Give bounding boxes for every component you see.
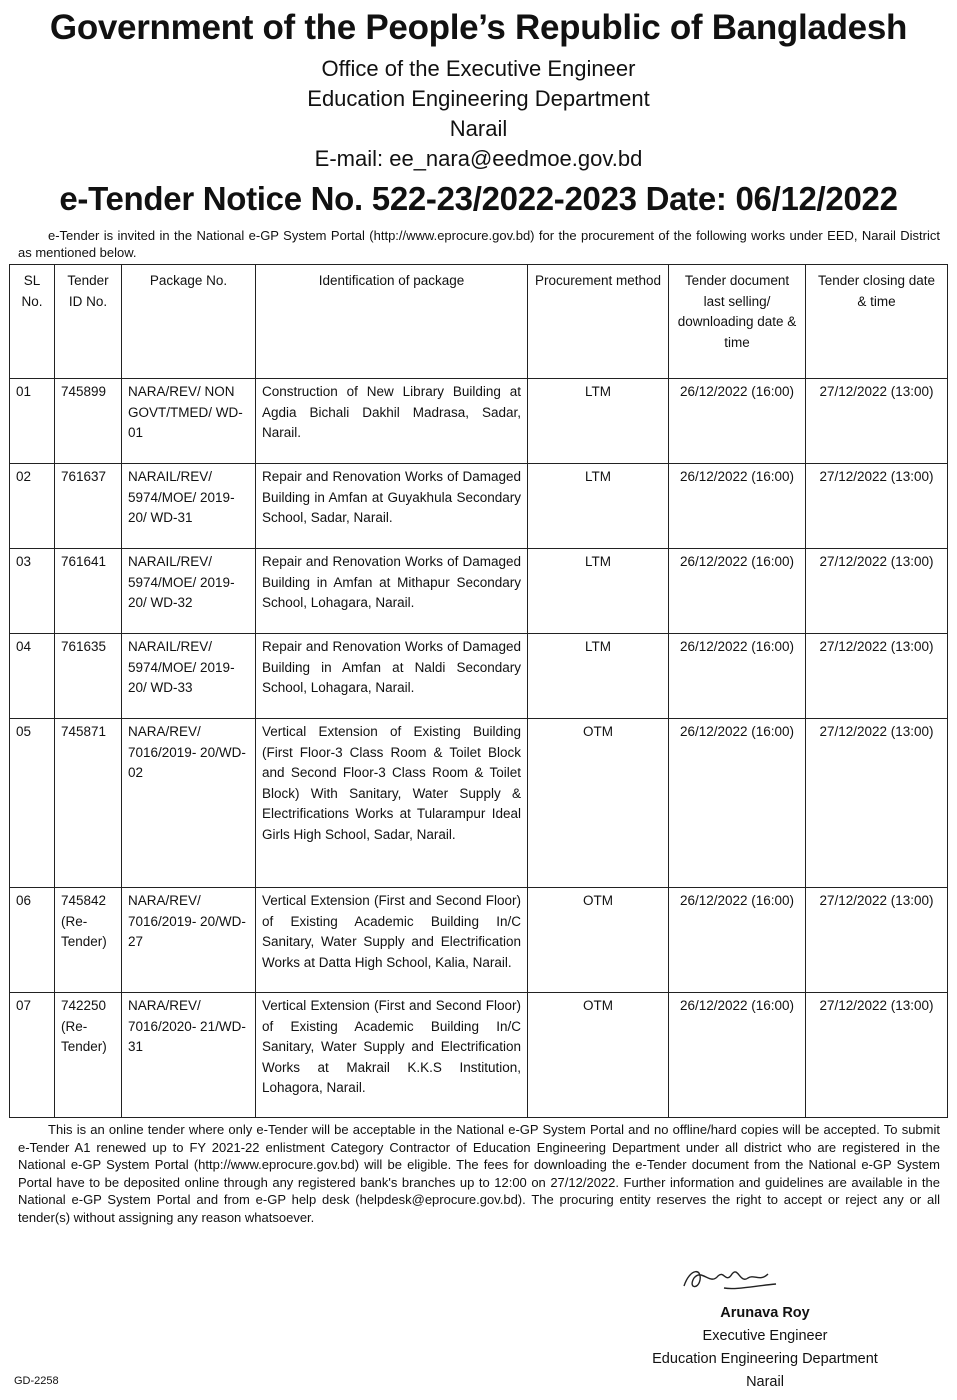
table-row [10, 634, 948, 719]
reference-code: GD-2258 [14, 1375, 59, 1387]
cell-closing: 27/12/2022 (13:00) [806, 888, 948, 993]
cell-identification: Repair and Renovation Works of Damaged Building in Amfan at Mithapur Secondary School, Lohagara, Narail. [256, 549, 528, 634]
cell-closing: 27/12/2022 (13:00) [806, 719, 948, 888]
cell-selling: 26/12/2022 (16:00) [669, 993, 806, 1118]
signatory-department: Education Engineering Department [652, 1351, 878, 1367]
cell-tender-id: 761635 [55, 634, 122, 719]
signature-graphic [680, 1262, 780, 1296]
table-row [10, 464, 948, 549]
cell-sl: 05 [10, 719, 55, 888]
cell-package: NARAIL/REV/ 5974/MOE/ 2019-20/ WD-31 [122, 464, 256, 549]
cell-sl: 03 [10, 549, 55, 634]
email-line: E-mail: ee_nara@eedmoe.gov.bd [314, 146, 643, 171]
cell-tender-id: 761641 [55, 549, 122, 634]
table-row [10, 379, 948, 464]
cell-selling: 26/12/2022 (16:00) [669, 719, 806, 888]
header-sl: SL No. [10, 265, 55, 379]
cell-package: NARAIL/REV/ 5974/MOE/ 2019-20/ WD-32 [122, 549, 256, 634]
cell-identification: Vertical Extension (First and Second Floor) of Existing Academic Building In/C Sanitary, Water Supply and Electrification Works at Makrail K.K.S Institution, Lohagora, Narail. [256, 993, 528, 1118]
cell-selling: 26/12/2022 (16:00) [669, 549, 806, 634]
cell-sl: 01 [10, 379, 55, 464]
cell-package: NARA/REV/ 7016/2020- 21/WD-31 [122, 993, 256, 1118]
cell-closing: 27/12/2022 (13:00) [806, 993, 948, 1118]
header-closing: Tender closing date & time [806, 265, 948, 379]
table-row [10, 888, 948, 993]
cell-package: NARA/REV/ NON GOVT/TMED/ WD-01 [122, 379, 256, 464]
table-row [10, 993, 948, 1118]
tender-table [9, 264, 948, 1118]
header-identification: Identification of package [256, 265, 528, 379]
header-package: Package No. [122, 265, 256, 379]
cell-sl: 06 [10, 888, 55, 993]
cell-closing: 27/12/2022 (13:00) [806, 464, 948, 549]
cell-package: NARA/REV/ 7016/2019- 20/WD-02 [122, 719, 256, 888]
table-row [10, 549, 948, 634]
cell-selling: 26/12/2022 (16:00) [669, 379, 806, 464]
table-header-row [10, 265, 948, 379]
cell-tender-id: 745842 (Re-Tender) [55, 888, 122, 993]
government-title: Government of the People’s Republic of Bangladesh [49, 8, 908, 47]
cell-tender-id: 742250 (Re-Tender) [55, 993, 122, 1118]
cell-method: OTM [528, 888, 669, 993]
cell-closing: 27/12/2022 (13:00) [806, 379, 948, 464]
cell-method: OTM [528, 993, 669, 1118]
cell-identification: Vertical Extension (First and Second Floor) of Existing Academic Building In/C Sanitary, Water Supply and Electrification Works at Datta High School, Kalia, Narail. [256, 888, 528, 993]
table-row [10, 719, 948, 888]
cell-identification: Repair and Renovation Works of Damaged Building in Amfan at Guyakhula Secondary School, Sadar, Narail. [256, 464, 528, 549]
cell-package: NARA/REV/ 7016/2019- 20/WD-27 [122, 888, 256, 993]
signatory-designation: Executive Engineer [702, 1328, 828, 1344]
terms-paragraph: This is an online tender where only e-Tender will be acceptable in the National e-GP System Portal and no offline/hard copies will be accepted. To submit e-Tender A1 renewed up to FY 2021-22 enlistment Category Contractor of Education Engineering Department under all district who are registered in the National e-GP System Portal (http://www.eprocure.gov.bd) will be eligible. The fees for downloading the e-Tender document from the National e-GP System Portal have to be deposited online through any registered bank's branches up to 12:00 on 27/12/2022. Further information and guidelines are available in the National e-GP System Portal and from e-GP help desk (helpdesk@eprocure.gov.bd). The procuring entity reserves the right to accept or reject any or all tender(s) without assigning any reason whatsoever. [18, 1122, 940, 1225]
header-tender-id: Tender ID No. [55, 265, 122, 379]
cell-identification: Construction of New Library Building at Agdia Bichali Dakhil Madrasa, Sadar, Narail. [256, 379, 528, 464]
intro-paragraph: e-Tender is invited in the National e-GP System Portal (http://www.eprocure.gov.bd) for the procurement of the following works under EED, Narail District as mentioned below. [18, 228, 940, 260]
cell-tender-id: 745899 [55, 379, 122, 464]
cell-method: LTM [528, 464, 669, 549]
header-method: Procurement method [528, 265, 669, 379]
cell-closing: 27/12/2022 (13:00) [806, 549, 948, 634]
cell-method: OTM [528, 719, 669, 888]
district-line: Narail [449, 116, 508, 141]
cell-tender-id: 745871 [55, 719, 122, 888]
cell-selling: 26/12/2022 (16:00) [669, 634, 806, 719]
cell-method: LTM [528, 379, 669, 464]
office-line: Office of the Executive Engineer [321, 56, 636, 81]
cell-selling: 26/12/2022 (16:00) [669, 464, 806, 549]
header-selling: Tender document last selling/ downloading date & time [669, 265, 806, 379]
signatory-district: Narail [746, 1374, 784, 1390]
cell-tender-id: 761637 [55, 464, 122, 549]
cell-method: LTM [528, 634, 669, 719]
cell-identification: Vertical Extension of Existing Building (First Floor-3 Class Room & Toilet Block and Second Floor-3 Class Room & Toilet Block) With Sanitary, Water Supply & Electrifications Works at Tularampur Ideal Girls High School, Sadar, Narail. [256, 719, 528, 888]
signatory-name: Arunava Roy [720, 1305, 810, 1321]
cell-sl: 02 [10, 464, 55, 549]
cell-method: LTM [528, 549, 669, 634]
cell-identification: Repair and Renovation Works of Damaged Building in Amfan at Naldi Secondary School, Lohagara, Narail. [256, 634, 528, 719]
department-line: Education Engineering Department [307, 86, 650, 111]
cell-sl: 04 [10, 634, 55, 719]
notice-title: e-Tender Notice No. 522-23/2022-2023 Date: 06/12/2022 [59, 180, 898, 217]
cell-selling: 26/12/2022 (16:00) [669, 888, 806, 993]
cell-closing: 27/12/2022 (13:00) [806, 634, 948, 719]
cell-sl: 07 [10, 993, 55, 1118]
cell-package: NARAIL/REV/ 5974/MOE/ 2019-20/ WD-33 [122, 634, 256, 719]
